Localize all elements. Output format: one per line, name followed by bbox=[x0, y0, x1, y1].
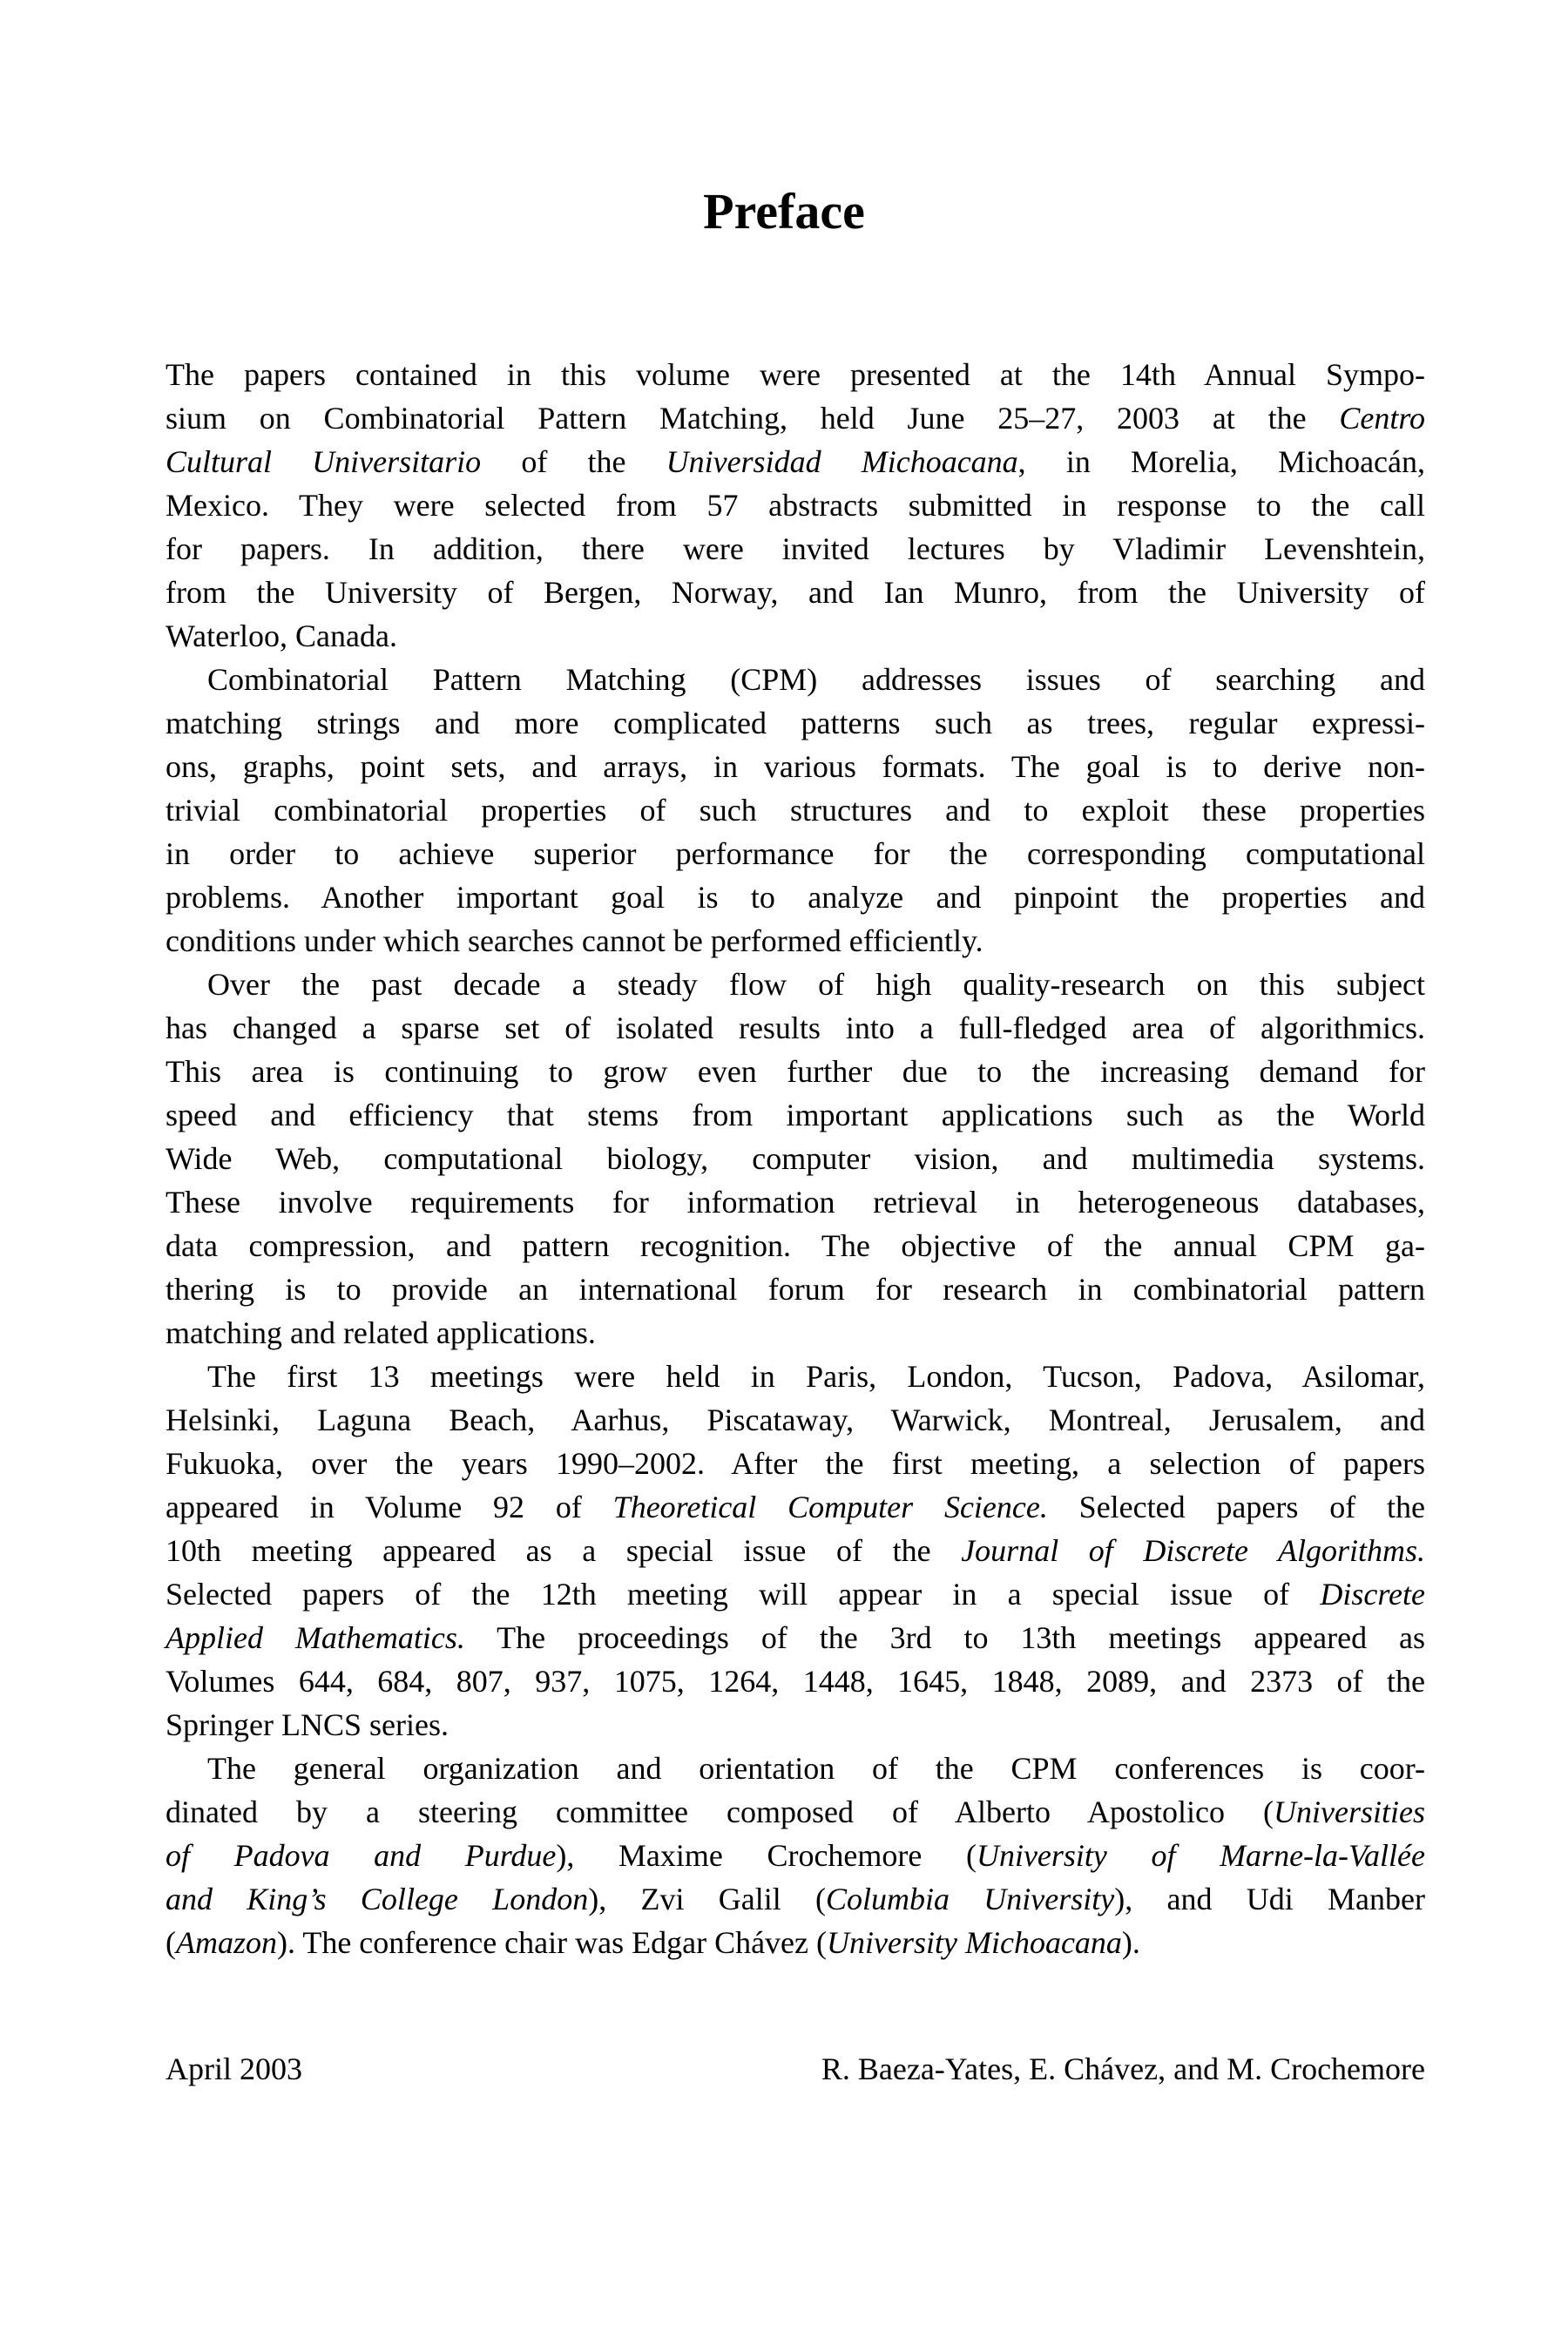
emphasis: Discrete bbox=[1320, 1577, 1425, 1612]
emphasis: University Michoacana bbox=[827, 1925, 1122, 1960]
text-line: 10th meeting appeared as a special issue of the Journal of Discrete Algorithms. bbox=[166, 1533, 1425, 1568]
paragraph bbox=[166, 1747, 1425, 1964]
text-line: Wide Web, computational biology, computer vision, and multimedia systems. bbox=[166, 1141, 1425, 1176]
emphasis: Columbia University bbox=[825, 1882, 1115, 1916]
emphasis: Theoretical Computer Science. bbox=[612, 1490, 1048, 1524]
emphasis: and King’s College London bbox=[166, 1882, 589, 1916]
text-line: from the University of Bergen, Norway, and Ian Munro, from the University of bbox=[166, 575, 1425, 610]
text-line: of Padova and Purdue), Maxime Crochemore (University of Marne-la-Vallée bbox=[166, 1838, 1425, 1873]
text-line: in order to achieve superior performance for the corresponding computational bbox=[166, 836, 1425, 871]
text-line: has changed a sparse set of isolated results into a full-fledged area of algorithmics. bbox=[166, 1010, 1425, 1045]
paragraph bbox=[166, 658, 1425, 963]
text-line: matching and related applications. bbox=[166, 1315, 596, 1350]
emphasis: Cultural Universitario bbox=[166, 444, 482, 479]
emphasis: Amazon bbox=[176, 1925, 277, 1960]
text-line: data compression, and pattern recognition. The objective of the annual CPM ga- bbox=[166, 1228, 1425, 1263]
emphasis: Universidad Michoacana bbox=[666, 444, 1018, 479]
text-line: Waterloo, Canada. bbox=[166, 618, 397, 653]
text-line: Combinatorial Pattern Matching (CPM) addresses issues of searching and bbox=[207, 662, 1425, 697]
emphasis: Applied Mathematics. bbox=[166, 1620, 465, 1655]
text-line: Mexico. They were selected from 57 abstracts submitted in response to the call bbox=[166, 488, 1425, 523]
signature-line bbox=[166, 2047, 1425, 2091]
emphasis: Universities bbox=[1274, 1794, 1425, 1829]
text-line: and King’s College London), Zvi Galil (Columbia University), and Udi Manber bbox=[166, 1882, 1425, 1916]
text-line: Springer LNCS series. bbox=[166, 1707, 449, 1742]
text-line: The general organization and orientation of the CPM conferences is coor- bbox=[207, 1751, 1425, 1786]
text-line: appeared in Volume 92 of Theoretical Computer Science. Selected papers of the bbox=[166, 1490, 1425, 1524]
text-line: Cultural Universitario of the Universidad Michoacana, in Morelia, Michoacán, bbox=[166, 444, 1425, 479]
text-line: trivial combinatorial properties of such structures and to exploit these properties bbox=[166, 793, 1425, 828]
text-line: Applied Mathematics. The proceedings of the 3rd to 13th meetings appeared as bbox=[166, 1620, 1425, 1655]
text-line: for papers. In addition, there were invited lectures by Vladimir Levenshtein, bbox=[166, 531, 1425, 566]
emphasis: Centro bbox=[1339, 401, 1425, 436]
text-line: Selected papers of the 12th meeting will appear in a special issue of Discrete bbox=[166, 1577, 1425, 1612]
paragraph bbox=[166, 1355, 1425, 1747]
date: April 2003 bbox=[166, 2051, 302, 2086]
text-line: Fukuoka, over the years 1990–2002. After the first meeting, a selection of papers bbox=[166, 1446, 1425, 1481]
text-line: These involve requirements for information retrieval in heterogeneous databases, bbox=[166, 1185, 1425, 1220]
paragraph bbox=[166, 963, 1425, 1355]
text-line: ons, graphs, point sets, and arrays, in various formats. The goal is to derive non- bbox=[166, 749, 1425, 784]
text-line: sium on Combinatorial Pattern Matching, held June 25–27, 2003 at the Centro bbox=[166, 401, 1425, 436]
emphasis: of Padova and Purdue bbox=[166, 1838, 557, 1873]
text-line: problems. Another important goal is to analyze and pinpoint the properties and bbox=[166, 880, 1425, 915]
paragraph bbox=[166, 353, 1425, 658]
text-line: conditions under which searches cannot be performed efficiently. bbox=[166, 923, 983, 958]
text-line: Over the past decade a steady flow of high quality-research on this subject bbox=[207, 967, 1425, 1002]
text-line: Volumes 644, 684, 807, 937, 1075, 1264, 1448, 1645, 1848, 2089, and 2373 of the bbox=[166, 1664, 1425, 1699]
preface-body bbox=[166, 353, 1425, 1964]
text-line: dinated by a steering committee composed of Alberto Apostolico (Universities bbox=[166, 1794, 1425, 1829]
text-line: The first 13 meetings were held in Paris, London, Tucson, Padova, Asilomar, bbox=[207, 1359, 1425, 1394]
text-line: Helsinki, Laguna Beach, Aarhus, Piscataway, Warwick, Montreal, Jerusalem, and bbox=[166, 1402, 1425, 1437]
text-line: matching strings and more complicated patterns such as trees, regular expressi- bbox=[166, 706, 1425, 740]
text-line: speed and efficiency that stems from important applications such as the World bbox=[166, 1098, 1425, 1132]
emphasis: Journal of Discrete Algorithms. bbox=[961, 1533, 1425, 1568]
text-line: This area is continuing to grow even further due to the increasing demand for bbox=[166, 1054, 1425, 1089]
text-line: (Amazon). The conference chair was Edgar Chávez (University Michoacana). bbox=[166, 1925, 1140, 1960]
text-line: The papers contained in this volume were presented at the 14th Annual Sympo- bbox=[166, 357, 1425, 392]
page-title: Preface bbox=[703, 182, 865, 240]
emphasis: University of Marne-la-Vallée bbox=[976, 1838, 1425, 1873]
text-line: thering is to provide an international forum for research in combinatorial pattern bbox=[166, 1272, 1425, 1307]
authors: R. Baeza-Yates, E. Chávez, and M. Crochemore bbox=[821, 2051, 1425, 2086]
